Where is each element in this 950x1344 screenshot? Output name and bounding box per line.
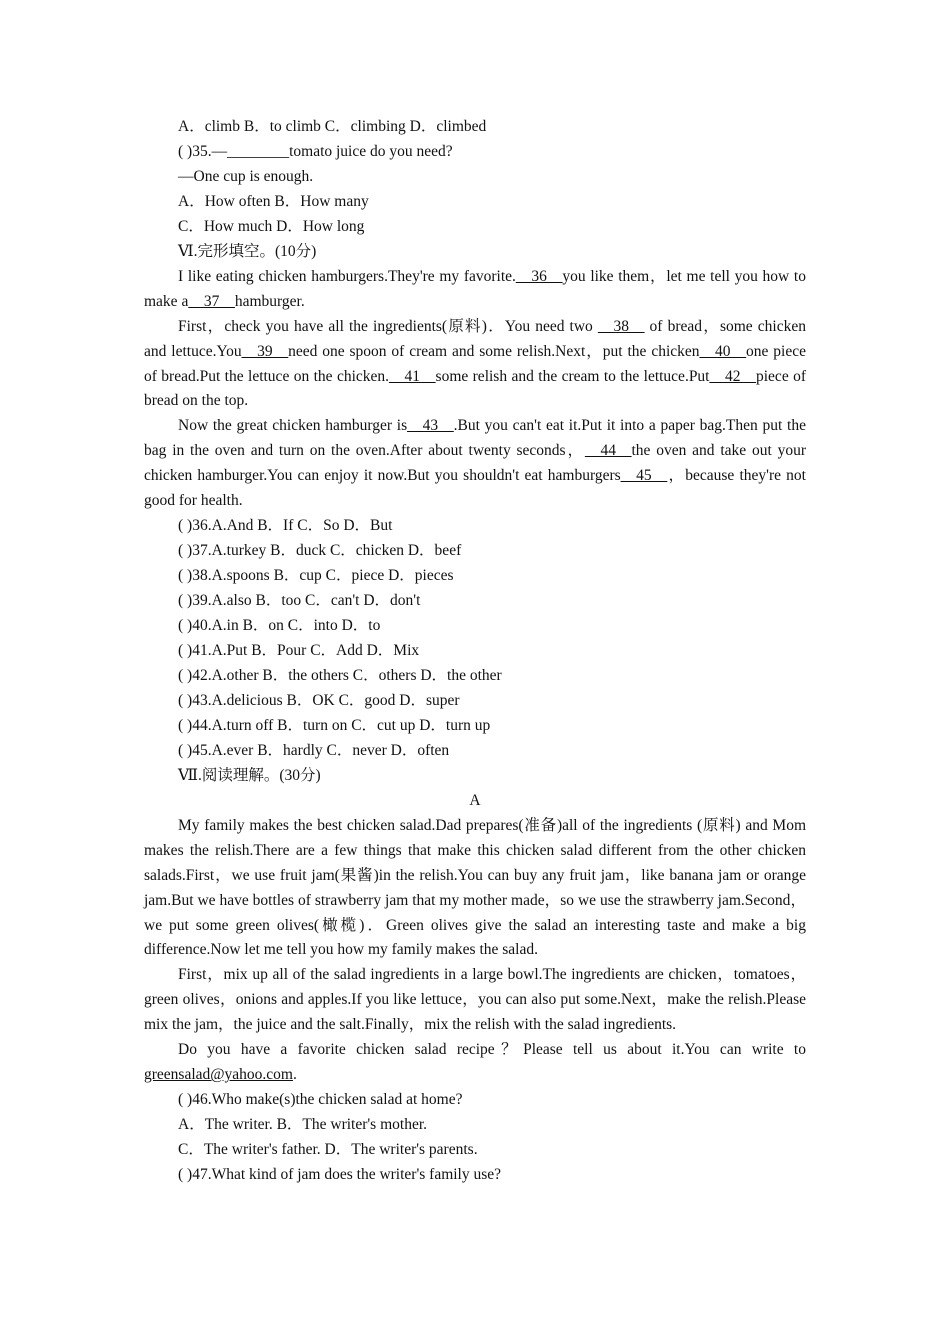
q35-text-1: 35.— — [192, 142, 228, 160]
reading-paragraph-3 — [144, 1038, 806, 1088]
reading-text: . — [292, 1066, 297, 1084]
cloze-question-39: ( )39.A.also B．too C．can't D．don't — [178, 592, 421, 610]
passage-label: A — [469, 791, 481, 809]
blank-44: __44__ — [584, 442, 632, 460]
cloze-question-43: ( )43.A.delicious B．OK C．good D．super — [178, 691, 460, 709]
q35-options-1: A．How often B．How many — [178, 192, 369, 210]
cloze-text: hamburger. — [234, 292, 305, 310]
cloze-question-36: ( )36.A.And B．If C．So D．But — [178, 517, 393, 535]
section-6-title: Ⅵ.完形填空。(10分) — [178, 242, 317, 260]
cloze-question-45: ( )45.A.ever B．hardly C．never D．often — [178, 741, 450, 759]
cloze-text: .But you can't eat it.Put it into a paper bag.Then put the bag in the oven and turn on the oven.After about twenty seconds， — [144, 417, 806, 460]
cloze-question-42: ( )42.A.other B．the others C．others D．the other — [178, 666, 502, 684]
answer-paren: ( ) — [178, 142, 193, 160]
blank-41: __41__ — [389, 367, 436, 385]
blank-38: __38__ — [597, 317, 645, 335]
cloze-text: need one spoon of cream and some relish.Next，put the chicken — [288, 342, 700, 360]
reading-question-47: ( )47.What kind of jam does the writer's family use? — [178, 1166, 502, 1184]
reading-paragraph-1: My family makes the best chicken salad.Dad prepares(准备)all of the ingredients (原料) and Mom makes the relish.There are a few things that make this chicken salad different from the other chicken salads.First，we use fruit jam(果酱)in the relish.You can buy any fruit jam，like banana jam or orange jam.But we have bottles of strawberry jam that my mother made，so we use the strawberry jam.Second，we put some green olives(橄榄)．Green olives give the salad an interesting taste and make a big difference.Now let me tell you how my family makes the salad. — [144, 816, 806, 959]
cloze-paragraph-1 — [144, 265, 806, 315]
q35-stem — [144, 140, 806, 165]
blank-37: __37__ — [188, 292, 235, 310]
cloze-paragraph-2 — [144, 315, 806, 415]
reading-question-46: ( )46.Who make(s)the chicken salad at home? — [178, 1091, 463, 1109]
q34-options: A．climb B．to climb C．climbing D．climbed — [178, 118, 487, 135]
blank-43: __43__ — [407, 417, 454, 435]
cloze-text: ，because they're not good for health. — [144, 467, 806, 510]
blank-36: __36__ — [515, 267, 563, 285]
page-content — [144, 115, 806, 1188]
q35-blank: ________ — [227, 142, 290, 160]
cloze-paragraph-3 — [144, 414, 806, 514]
cloze-text: First，check you have all the ingredients(原料)．You need two — [178, 317, 598, 335]
cloze-text: the oven and take out your chicken hamburger.You can enjoy it now.But you shouldn't eat hamburgers — [144, 442, 806, 485]
q35-answer: —One cup is enough. — [178, 167, 314, 185]
q46-options-2: C．The writer's father. D．The writer's parents. — [178, 1141, 478, 1159]
q35-text-2: tomato juice do you need? — [289, 142, 453, 160]
blank-40: __40__ — [699, 342, 747, 360]
cloze-question-37: ( )37.A.turkey B．duck C．chicken D．beef — [178, 542, 462, 560]
cloze-text: piece of bread on the top. — [144, 367, 807, 410]
q46-options-1: A．The writer. B．The writer's mother. — [178, 1116, 428, 1134]
cloze-text: some relish and the cream to the lettuce.Put — [435, 367, 710, 385]
cloze-question-38: ( )38.A.spoons B．cup C．piece D．pieces — [178, 567, 454, 585]
reading-paragraph-2: First，mix up all of the salad ingredients in a large bowl.The ingredients are chicken，tomatoes，green olives，onions and apples.If you like lettuce，you can also put some.Next，make the relish.Please mix the jam，the juice and the salt.Finally，mix the relish with the salad ingredients. — [144, 966, 806, 1034]
cloze-question-41: ( )41.A.Put B．Pour C．Add D．Mix — [178, 642, 420, 660]
reading-text: Do you have a favorite chicken salad recipe？Please tell us about it.You can write to — [178, 1041, 806, 1059]
cloze-text: Now the great chicken hamburger is — [178, 417, 408, 435]
cloze-question-44: ( )44.A.turn off B．turn on C．cut up D．turn up — [178, 716, 491, 734]
blank-39: __39__ — [241, 342, 289, 360]
cloze-question-40: ( )40.A.in B．on C．into D．to — [178, 617, 381, 635]
q35-options-2: C．How much D．How long — [178, 217, 365, 235]
email-link[interactable]: greensalad@yahoo.com — [144, 1066, 293, 1084]
cloze-text: one piece of bread.Put the lettuce on the chicken. — [144, 342, 806, 385]
section-7-title: Ⅶ.阅读理解。(30分) — [178, 766, 321, 784]
cloze-text: of bread，some chicken and lettuce.You — [144, 317, 806, 360]
cloze-text: I like eating chicken hamburgers.They're my favorite. — [178, 267, 516, 285]
blank-45: __45__ — [620, 467, 668, 485]
blank-42: __42__ — [709, 367, 756, 385]
cloze-text: you like them，let me tell you how to make a — [144, 267, 806, 310]
